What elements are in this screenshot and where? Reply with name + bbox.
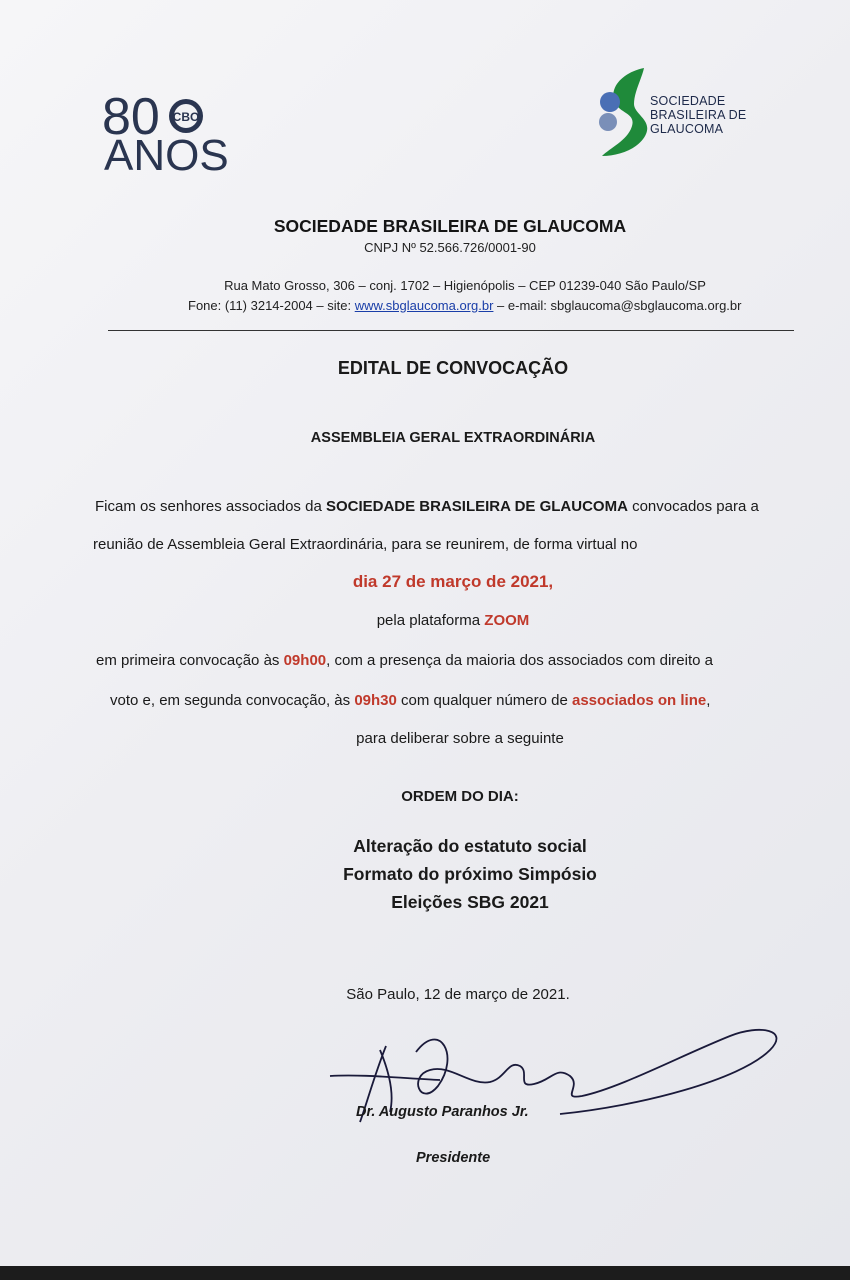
- body-line-deliberate: para deliberar sobre a seguinte: [356, 730, 564, 747]
- signer-role: Presidente: [416, 1150, 491, 1166]
- org-name: SOCIEDADE BRASILEIRA DE GLAUCOMA: [273, 216, 627, 236]
- agenda-list: [0, 832, 850, 916]
- site-link[interactable]: www.sbglaucoma.org.br: [354, 298, 494, 313]
- address: Rua Mato Grosso, 306 – conj. 1702 – Higienópolis – CEP 01239-040 São Paulo/SP: [224, 278, 706, 293]
- document-title: EDITAL DE CONVOCAÇÃO: [337, 358, 569, 378]
- signer-name: Dr. Augusto Paranhos Jr.: [356, 1104, 529, 1120]
- svg-text:ANOS: ANOS: [104, 131, 229, 180]
- agenda-item: Formato do próximo Simpósio: [343, 864, 597, 884]
- document-subtitle: ASSEMBLEIA GERAL EXTRAORDINÁRIA: [310, 430, 596, 446]
- place-and-date: São Paulo, 12 de março de 2021.: [346, 986, 570, 1003]
- svg-text:CBO: CBO: [172, 110, 200, 124]
- body-line-second-call: voto e, em segunda convocação, às 09h30 com qualquer número de associados on line,: [110, 692, 711, 709]
- body-line-1: Ficam os senhores associados da SOCIEDADE BRASILEIRA DE GLAUCOMA convocados para a: [95, 498, 759, 515]
- body-line-platform: pela plataforma ZOOM: [376, 612, 530, 629]
- body-line-2: reunião de Assembleia Geral Extraordinária, para se reunirem, de forma virtual no: [93, 536, 638, 553]
- svg-text:80: 80: [102, 88, 160, 146]
- contact-line: Fone: (11) 3214-2004 – site: www.sbglaucoma.org.br – e-mail: sbglaucoma@sbglaucoma.org.br: [188, 298, 742, 313]
- agenda-item: Eleições SBG 2021: [391, 892, 549, 912]
- sbg-logo-text: SOCIEDADE BRASILEIRA DE GLAUCOMA: [650, 94, 747, 136]
- meeting-date: dia 27 de março de 2021,: [352, 572, 554, 591]
- 80-anos-logo: [100, 80, 240, 180]
- header-divider: [108, 330, 794, 331]
- agenda-heading: ORDEM DO DIA:: [401, 788, 519, 805]
- agenda-item: Alteração do estatuto social: [353, 836, 587, 856]
- cnpj: CNPJ Nº 52.566.726/0001-90: [364, 240, 536, 255]
- body-line-first-call: em primeira convocação às 09h00, com a presença da maioria dos associados com direito a: [96, 652, 713, 669]
